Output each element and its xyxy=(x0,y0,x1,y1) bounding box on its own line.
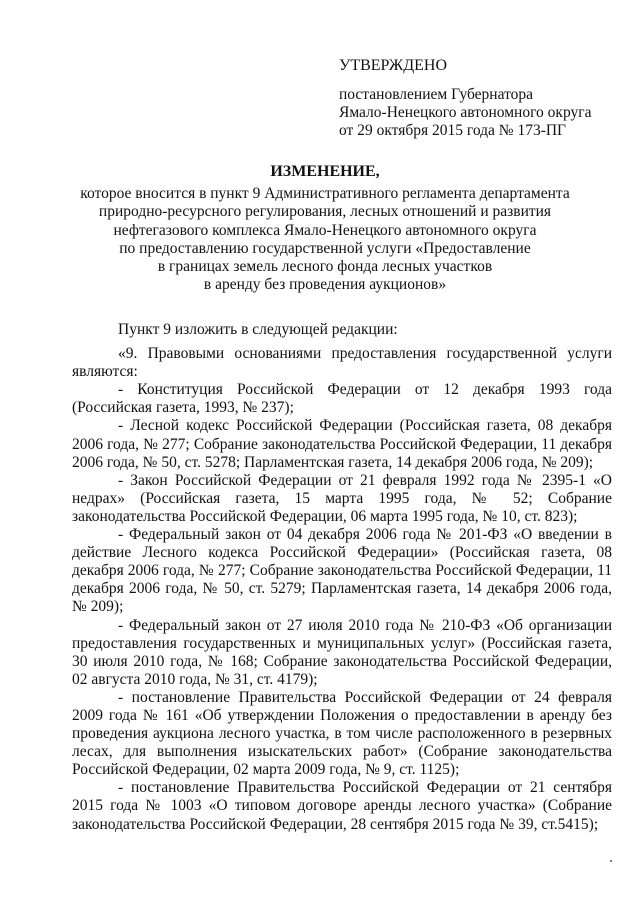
approval-line-2: Ямало-Ненецкого автономного округа xyxy=(339,104,592,121)
body-paragraph: - постановление Правительства Российской Федерации от 24 февраля 2009 года № 161 «Об утверждении Положения о предоставлении в аренду без проведения аукциона лесного участка, в том числе расположенного в резервных лесах, для выполнения изыскательских работ» (Собрание законодательства Российской Федерации, 02 марта 2009 года, № 9, ст. 1125); xyxy=(72,688,612,779)
approved-label: УТВЕРЖДЕНО xyxy=(339,57,448,74)
body-paragraph: - Лесной кодекс Российской Федерации (Российская газета, 08 декабря 2006 года, № 277; Собрание законодательства Российской Федерации, 11 декабря 2006 года, № 50, ст. 5278; Парламентская газета, 14 декабря 2006 года, № 209); xyxy=(72,417,612,471)
heading-line: в аренду без проведения аукционов» xyxy=(203,276,447,294)
body-paragraph: - Закон Российской Федерации от 21 февраля 1992 года № 2395-1 «О недрах» (Российская газета, 15 марта 1995 года, № 52; Собрание законодательства Российской Федерации, 06 марта 1995 года, № 10, ст. 823); xyxy=(72,471,612,525)
approval-stamp-block xyxy=(339,57,619,140)
document-title: ИЗМЕНЕНИЕ, xyxy=(270,163,380,180)
approval-line-1: постановлением Губернатора xyxy=(339,86,534,103)
approval-line-3: от 29 октября 2015 года № 173-ПГ xyxy=(339,122,567,139)
heading-line: по предоставлению государственной услуги «Предоставление xyxy=(119,239,531,257)
body-intro: Пункт 9 изложить в следующей редакции: xyxy=(118,321,398,338)
heading-line: природно-ресурсного регулирования, лесных отношений и развития xyxy=(98,203,552,221)
heading-line: которое вносится в пункт 9 Административного регламента департамента xyxy=(80,185,570,203)
heading-line: в границах земель лесного фонда лесных участков xyxy=(157,258,493,276)
heading-line: нефтегазового комплекса Ямало-Ненецкого автономного округа xyxy=(113,221,537,239)
scan-speck xyxy=(610,860,612,862)
body-paragraph: - Федеральный закон от 04 декабря 2006 года № 201-ФЗ «О введении в действие Лесного кодекса Российской Федерации» (Российская газета, 08 декабря 2006 года, № 277; Собрание законодательства Российской Федерации, 11 декабря 2006 года, № 50, ст. 5279; Парламентская газета, 14 декабря 2006 года, № 209); xyxy=(72,526,612,616)
body-paragraph: «9. Правовыми основаниями предоставления государственной услуги являются: xyxy=(72,345,612,381)
document-body xyxy=(72,321,612,834)
body-paragraph: - постановление Правительства Российской Федерации от 21 сентября 2015 года № 1003 «О типовом договоре аренды лесного участка» (Собрание законодательства Российской Федерации, 28 сентября 2015 года № 39, ст.5415); xyxy=(72,779,612,833)
body-paragraph: - Федеральный закон от 27 июля 2010 года № 210-ФЗ «Об организации предоставления государственных и муниципальных услуг» (Российская газета, 30 июля 2010 года, № 168; Собрание законодательства Российской Федерации, 02 августа 2010 года, № 31, ст. 4179); xyxy=(72,616,612,688)
document-heading xyxy=(80,163,570,294)
body-paragraph: - Конституция Российской Федерации от 12 декабря 1993 года (Российская газета, 1993, № 237); xyxy=(72,381,612,417)
